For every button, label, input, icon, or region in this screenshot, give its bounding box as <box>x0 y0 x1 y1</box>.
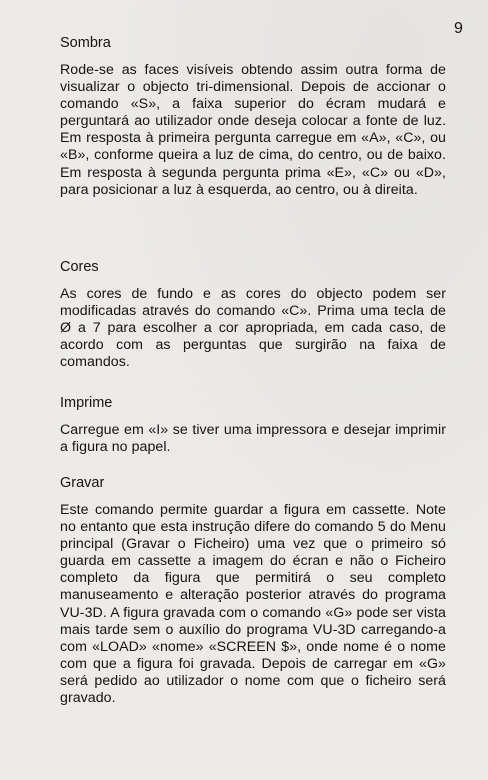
section-heading: Imprime <box>60 395 113 411</box>
section-body: Carregue em «I» se tiver uma impressora e desejar imprimir a figura no papel. <box>60 422 446 456</box>
section-heading: Sombra <box>60 35 111 51</box>
page-number: 9 <box>454 20 463 37</box>
section-imprime <box>60 394 446 456</box>
section-body: Este comando permite guardar a figura em cassette. Note no entanto que esta instrução difere do comando 5 do Menu principal (Gravar o Ficheiro) uma vez que o primeiro só guarda em cassette a imagem do écran e não o Ficheiro completo da figura que permitirá o seu completo manuseamento e alteração posterior através do programa VU-3D. A figura gravada com o comando «G» pode ser vista mais tarde sem o auxílio do programa VU-3D carregando-a com «LOAD» «nome» «SCREEN $», onde nome é o nome com que a figura foi gravada. Depois de carregar em «G» será pedido ao utilizador o nome com que o ficheiro será gravado. <box>60 502 446 707</box>
section-body: As cores de fundo e as cores do objecto podem ser modificadas através do comando «C». Prima uma tecla de Ø a 7 para escolher a cor apropriada, em cada caso, de acordo com as perguntas que surgirão na faixa de comandos. <box>60 286 446 371</box>
section-cores <box>60 258 446 371</box>
section-heading: Cores <box>60 259 99 275</box>
section-heading: Gravar <box>60 475 105 491</box>
section-body: Rode-se as faces visíveis obtendo assim outra forma de visualizar o objecto tri-dimensional. Depois de accionar o comando «S», a faixa superior do écram mudará e perguntará ao utilizador onde deseja colocar a fonte de luz. Em resposta à primeira pergunta carregue em «A», «C», ou «B», conforme queira a luz de cima, do centro, ou de baixo. Em resposta à segunda pergunta prima «E», «C» ou «D», para posicionar a luz à esquerda, ao centro, ou à direita. <box>60 62 446 198</box>
section-sombra <box>60 34 446 199</box>
section-gravar <box>60 474 446 707</box>
